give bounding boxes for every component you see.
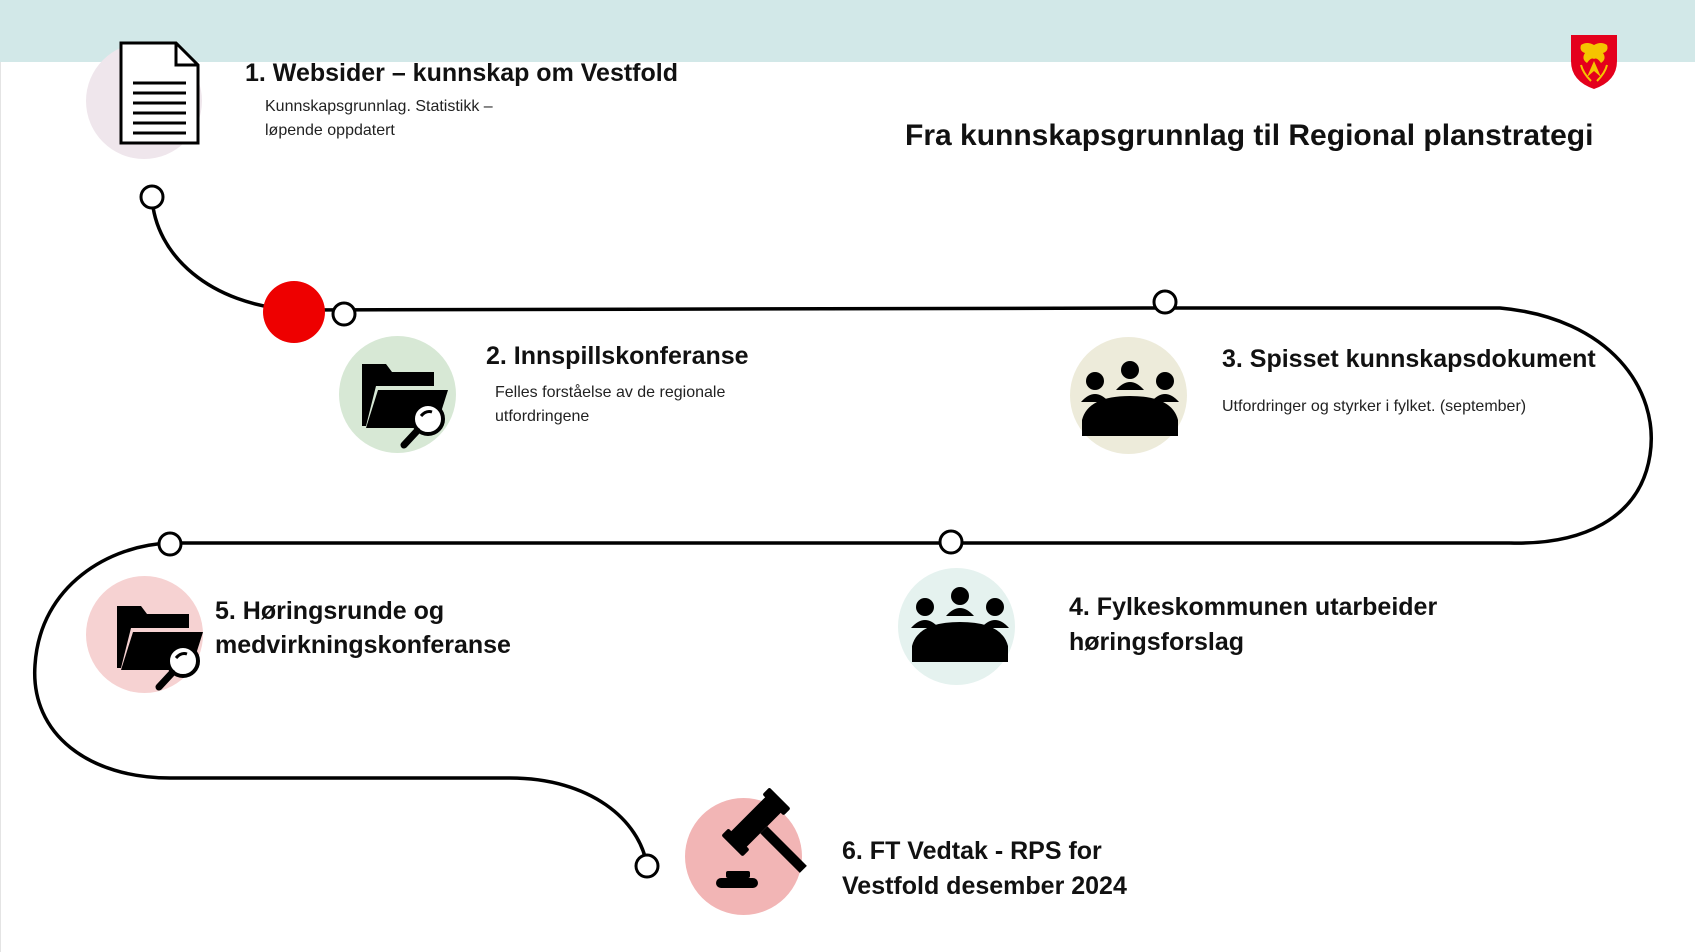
gavel-icon — [712, 784, 824, 896]
path-node — [141, 186, 163, 208]
path-node — [1154, 291, 1176, 313]
path-node — [159, 533, 181, 555]
step4-title-line1: 4. Fylkeskommunen utarbeider — [1069, 593, 1438, 621]
path-node — [636, 855, 658, 877]
step2-description-line1: Felles forståelse av de regionale — [495, 384, 726, 401]
step3-description: Utfordringer og styrker i fylket. (september) — [1222, 398, 1527, 415]
step5-title-line1: 5. Høringsrunde og — [215, 597, 445, 625]
folder-search-icon — [113, 600, 207, 696]
step5-title-line2: medvirkningskonferanse — [215, 631, 511, 659]
path-node — [333, 303, 355, 325]
folder-search-icon — [358, 358, 452, 454]
meeting-group-icon — [907, 586, 1013, 662]
current-position-marker — [263, 281, 325, 343]
step6-title-line2: Vestfold desember 2024 — [842, 872, 1127, 900]
step1-description-line2: løpende oppdatert — [265, 122, 395, 139]
county-crest-logo — [1569, 33, 1619, 91]
step6-title-line1: 6. FT Vedtak - RPS for — [842, 837, 1102, 865]
meeting-group-icon — [1080, 360, 1180, 436]
step3-title: 3. Spisset kunnskapsdokument — [1222, 345, 1596, 373]
path-segment-4 — [170, 778, 647, 866]
step1-title: 1. Websider – kunnskap om Vestfold — [245, 59, 678, 87]
step2-description-line2: utfordringene — [495, 408, 590, 425]
step1-description-line1: Kunnskapsgrunnlag. Statistikk – — [265, 98, 493, 115]
step4-title-line2: høringsforslag — [1069, 628, 1245, 656]
path-node — [940, 531, 962, 553]
page-title: Fra kunnskapsgrunnlag til Regional planstrategi — [905, 119, 1594, 152]
step2-title: 2. Innspillskonferanse — [486, 342, 749, 370]
document-icon — [118, 40, 202, 146]
